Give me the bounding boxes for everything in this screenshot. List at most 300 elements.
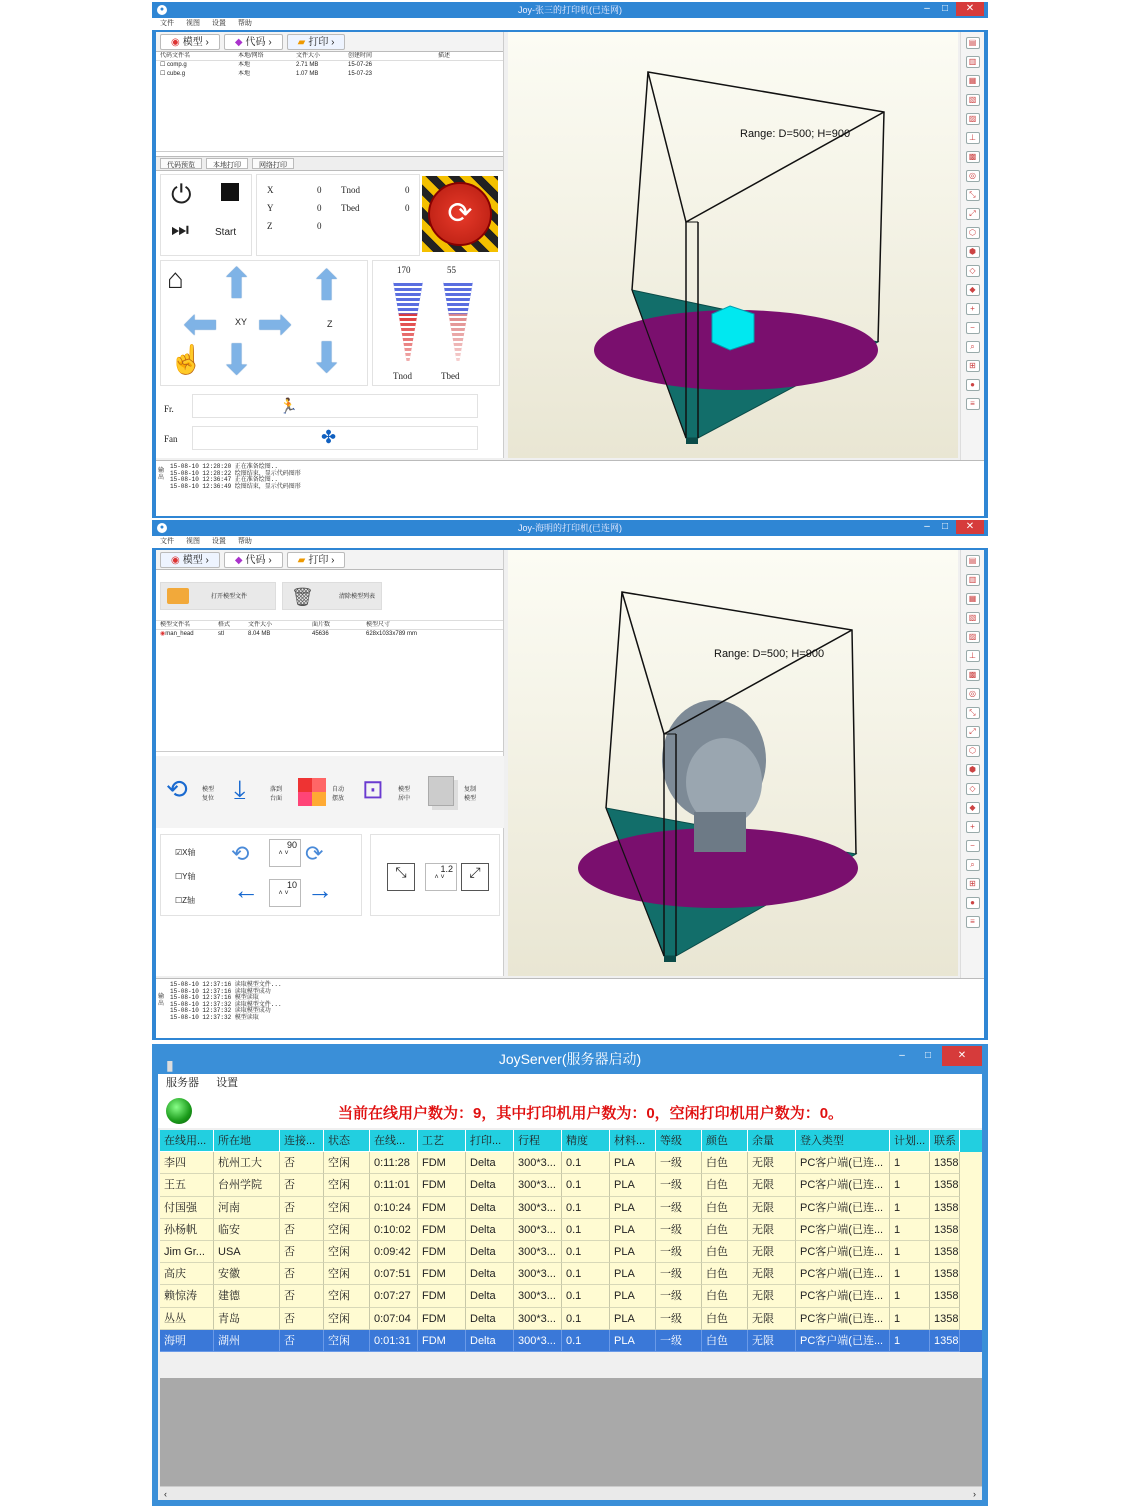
grid-cell: 否	[280, 1174, 324, 1196]
z-axis-label: Z	[327, 319, 333, 329]
color-icon[interactable]: ●	[966, 379, 980, 391]
grid-cell: 无限	[748, 1263, 796, 1285]
grid-cell: 0.1	[562, 1263, 610, 1285]
printer-model-view	[508, 32, 964, 458]
grid-cell: 空闲	[324, 1330, 370, 1352]
arrow-right-x-icon[interactable]: ➡	[257, 300, 293, 347]
scale-down-icon[interactable]: ⤡	[387, 863, 415, 891]
grid-cell: Delta	[466, 1308, 514, 1330]
model-file-icon: ◉	[160, 631, 166, 637]
grid-cell: 1358	[930, 1330, 960, 1352]
server-status-row	[158, 1092, 982, 1128]
open-folder-icon[interactable]: ▤	[966, 555, 980, 567]
x-axis-checkbox[interactable]: ☑X轴	[175, 848, 196, 857]
app-icon: ●	[157, 5, 167, 15]
grid-cell: 否	[280, 1330, 324, 1352]
tbed-temperature-bars	[443, 281, 473, 361]
save-icon[interactable]: ▥	[966, 574, 980, 586]
log-line: 15-08-10 12:37:32 读取模型文件...	[170, 1000, 282, 1008]
tab-strip	[156, 550, 503, 570]
grid-cell: 0.1	[562, 1152, 610, 1174]
bar-chart-icon[interactable]: ▧	[966, 612, 980, 624]
log-line: 15-08-10 12:37:32 读取模型成功	[170, 1007, 271, 1014]
grid-cell: 1358	[930, 1219, 960, 1241]
zoom-fit-icon[interactable]: ⌕	[966, 859, 980, 871]
grid-cell: 否	[280, 1241, 324, 1263]
zoom-out-icon[interactable]: −	[966, 322, 980, 334]
grid-cell: PC客户端(已连...	[796, 1197, 890, 1219]
log-output	[156, 460, 984, 516]
grid-cell: 一级	[656, 1197, 702, 1219]
menu-view[interactable]: 视图	[185, 538, 200, 545]
grid-cell: Delta	[466, 1197, 514, 1219]
table-row[interactable]	[160, 1285, 982, 1307]
log-line: 15-08-10 12:37:16 读取模型文件...	[170, 981, 282, 988]
grid-cell: 0:07:27	[370, 1285, 418, 1307]
log-line: 15-08-10 12:37:16 读取模型成功	[170, 987, 271, 995]
left-panel	[156, 550, 504, 976]
grid-header	[160, 1130, 982, 1152]
3d-viewport[interactable]	[508, 550, 958, 976]
grid-cell: 空闲	[324, 1241, 370, 1263]
stop-icon[interactable]	[221, 183, 239, 201]
grid-cell: 空闲	[324, 1219, 370, 1241]
model-icon: ◉	[171, 555, 180, 566]
estop-icon: ⟳	[428, 182, 492, 246]
column-header[interactable]: 在线...	[370, 1130, 418, 1152]
copy-icon	[428, 776, 454, 806]
grid-cell: 否	[280, 1263, 324, 1285]
start-button[interactable]: Start	[215, 227, 237, 238]
close-button[interactable]: ✕	[956, 2, 984, 16]
grid-cell: 1358	[930, 1263, 960, 1285]
column-header[interactable]: 打印...	[466, 1130, 514, 1152]
grid-cell: 白色	[702, 1197, 748, 1219]
grid-cell: 1358	[930, 1241, 960, 1263]
server-title: JoyServer(服务器启动)	[498, 1051, 642, 1067]
scale-down-icon[interactable]: ⤡	[966, 707, 980, 719]
column-header[interactable]: 联系	[930, 1130, 960, 1152]
grid-cell: 白色	[702, 1330, 748, 1352]
grid-cell: 杭州工大	[214, 1152, 280, 1174]
z-axis-checkbox[interactable]: ☐Z轴	[175, 896, 196, 905]
tbed-value: 0	[405, 203, 410, 213]
column-header[interactable]: 在线用...	[160, 1130, 214, 1152]
arrow-down-y-icon[interactable]: ⬇	[219, 336, 255, 383]
table-row[interactable]	[160, 1197, 982, 1219]
log-line: 15-08-10 12:37:32 模型读取	[170, 1013, 259, 1021]
file-name: comp.g	[167, 62, 187, 68]
z-value: 0	[317, 221, 322, 231]
temperature-box: 170 55 Tnod Tbed	[372, 260, 500, 386]
menu-view[interactable]: 视图	[185, 20, 200, 27]
client-area	[156, 550, 984, 1038]
grid-cell: 1	[890, 1263, 930, 1285]
online-users-message: 当前在线用户数为：9，其中打印机用户数为：0，空闲打印机用户数为：0。	[338, 1105, 844, 1122]
column-header[interactable]: 等级	[656, 1130, 702, 1152]
grid-cell: 否	[280, 1197, 324, 1219]
grid-cell: 300*3...	[514, 1308, 562, 1330]
arrow-down-z-icon[interactable]: ⬇	[309, 334, 345, 381]
grid-cell: 建德	[214, 1285, 280, 1307]
grid-cell: 1358	[930, 1285, 960, 1307]
grid-empty-area	[160, 1378, 982, 1486]
scroll-left-icon[interactable]: ‹	[164, 1489, 167, 1499]
rotate-right-icon[interactable]: ⟳	[305, 841, 324, 866]
grid-cell: PLA	[610, 1308, 656, 1330]
grid-cell: 湖州	[214, 1330, 280, 1352]
menu-file[interactable]: 文件	[160, 20, 174, 27]
home-icon[interactable]: ⌂	[167, 263, 184, 294]
center-icon[interactable]: ◎	[966, 688, 980, 700]
grid-cell: 空闲	[324, 1174, 370, 1196]
grid-cell: FDM	[418, 1263, 466, 1285]
xy-label: XY	[235, 317, 248, 327]
arrange-icon[interactable]: ▩	[966, 151, 980, 163]
log-line: 15-08-10 12:37:16 模型读取	[170, 994, 259, 1001]
cube-side-icon[interactable]: ◇	[966, 265, 980, 277]
grid-cell: 一级	[656, 1285, 702, 1307]
table-row[interactable]: ☐ cube.g 本地 1.07 MB 15-07-23	[160, 71, 373, 77]
menu-help[interactable]: 帮助	[237, 538, 252, 545]
maximize-button[interactable]: □	[941, 3, 949, 14]
horizontal-scrollbar[interactable]	[160, 1486, 982, 1500]
running-man-icon: 🏃	[279, 398, 298, 415]
table-row[interactable]	[160, 1263, 982, 1285]
tab-code[interactable]: ◆ 代码 ›	[224, 552, 283, 568]
grid-cell: Jim Gr...	[160, 1241, 214, 1263]
menu-bar	[152, 536, 988, 548]
x-value: 0	[317, 185, 322, 195]
grid-cell: Delta	[466, 1241, 514, 1263]
printer-window-1	[152, 2, 988, 518]
column-header[interactable]: 所在地	[214, 1130, 280, 1152]
3d-viewport[interactable]	[508, 32, 958, 458]
grid-cell: PLA	[610, 1152, 656, 1174]
client-area	[156, 32, 984, 516]
center-icon[interactable]: ◎	[966, 170, 980, 182]
drop-icon: ⤓	[234, 774, 246, 804]
arrow-up-z-icon[interactable]: ⬆	[309, 262, 345, 309]
window-title: Joy-海明的打印机(已连网)	[518, 523, 622, 533]
grid-cell: PC客户端(已连...	[796, 1152, 890, 1174]
clear-models-button[interactable]: 🗑 清除模型列表	[282, 582, 382, 610]
cube-top-icon[interactable]: ⬢	[966, 764, 980, 776]
menu-file[interactable]: 文件	[160, 538, 174, 545]
grid-cell: 否	[280, 1285, 324, 1307]
hand-icon[interactable]: ☝	[169, 344, 204, 375]
grid-cell: 台州学院	[214, 1174, 280, 1196]
grid-cell: 无限	[748, 1330, 796, 1352]
grid-cell: 1358	[930, 1308, 960, 1330]
grid-cell: PLA	[610, 1285, 656, 1307]
column-header[interactable]: 连接...	[280, 1130, 324, 1152]
view-toolbar	[960, 32, 984, 516]
grid-cell: 付国强	[160, 1197, 214, 1219]
grid-cell: 一级	[656, 1174, 702, 1196]
scale-down-icon[interactable]: ⤡	[966, 189, 980, 201]
auto-arrange-button[interactable]: 自动摆放	[296, 774, 352, 810]
reset-icon: ⟲	[166, 774, 188, 804]
coordinates-box: X 0 Tnod 0 Y 0 Tbed 0 Z 0	[256, 174, 420, 256]
log-output	[156, 978, 984, 1038]
stats-icon[interactable]: ▨	[966, 631, 980, 643]
cube-iso-icon[interactable]: ◆	[966, 284, 980, 296]
arrange-icon[interactable]: ▩	[966, 669, 980, 681]
view-toolbar	[960, 550, 984, 1038]
table-row[interactable]	[160, 1241, 982, 1263]
grid-cell: 空闲	[324, 1263, 370, 1285]
y-axis-checkbox[interactable]: ☐Y轴	[175, 872, 196, 881]
move-right-icon[interactable]: →	[307, 875, 333, 905]
transform-box	[160, 834, 362, 916]
column-header[interactable]: 材料...	[610, 1130, 656, 1152]
grid-cell: 海明	[160, 1330, 214, 1352]
drop-icon[interactable]: ⊥	[966, 132, 980, 144]
grid-cell: 否	[280, 1308, 324, 1330]
rotate-left-icon[interactable]: ⟲	[231, 841, 250, 866]
menu-server[interactable]: 服务器	[166, 1077, 199, 1089]
grid-cell: 1	[890, 1330, 930, 1352]
movement-box	[160, 260, 368, 386]
grid-cell: 赖惊涛	[160, 1285, 214, 1307]
grid-cell: 0.1	[562, 1241, 610, 1263]
column-header[interactable]: 余量	[748, 1130, 796, 1152]
table-row[interactable]	[160, 1152, 982, 1174]
scroll-right-icon[interactable]: ›	[973, 1489, 976, 1499]
status-led-icon	[166, 1098, 192, 1124]
zoom-out-icon[interactable]: −	[966, 840, 980, 852]
grid-cell: 白色	[702, 1285, 748, 1307]
cube-side-icon[interactable]: ◇	[966, 783, 980, 795]
code-icon: ◆	[234, 37, 243, 48]
grid-cell: PC客户端(已连...	[796, 1285, 890, 1307]
move-stepper[interactable]: 10 ˄ ˅	[269, 879, 301, 907]
grid-cell: 一级	[656, 1263, 702, 1285]
grid-cell: 300*3...	[514, 1330, 562, 1352]
maximize-button[interactable]: □	[941, 521, 949, 532]
minimize-button[interactable]: –	[924, 3, 930, 14]
grid-icon[interactable]: ⊞	[966, 878, 980, 890]
column-header[interactable]: 登入类型	[796, 1130, 890, 1152]
open-folder-icon[interactable]: ▤	[966, 37, 980, 49]
grid-cell: 0:01:31	[370, 1330, 418, 1352]
grid-cell: PC客户端(已连...	[796, 1174, 890, 1196]
column-header[interactable]: 计划...	[890, 1130, 930, 1152]
file-name: cube.g	[167, 71, 186, 77]
arrange-icon	[298, 778, 326, 806]
table-row[interactable]	[160, 1308, 982, 1330]
grid-cell: Delta	[466, 1219, 514, 1241]
grid-cell: 一级	[656, 1308, 702, 1330]
grid-cell: 1358	[930, 1174, 960, 1196]
minimize-button[interactable]: –	[924, 521, 930, 532]
model-icon: ◉	[171, 37, 180, 48]
zoom-fit-icon[interactable]: ⌕	[966, 341, 980, 353]
minimize-button[interactable]: –	[899, 1050, 905, 1061]
table-row[interactable]: ◉man_head stl 8.04 MB 45636 628x1033x789 mm	[160, 631, 418, 637]
scale-up-icon[interactable]: ⤢	[966, 208, 980, 220]
zoom-in-icon[interactable]: +	[966, 303, 980, 315]
cube-top-icon[interactable]: ⬢	[966, 246, 980, 258]
grid-cell: 0:07:04	[370, 1308, 418, 1330]
color-icon[interactable]: ●	[966, 897, 980, 909]
column-header[interactable]: 行程	[514, 1130, 562, 1152]
center-model-button[interactable]: ⊡ 模型居中	[362, 774, 411, 804]
cube-front-icon[interactable]: ⬡	[966, 227, 980, 239]
grid-cell: 无限	[748, 1174, 796, 1196]
grid-cell: 1	[890, 1152, 930, 1174]
grid-cell: 无限	[748, 1308, 796, 1330]
window-title: Joy-张三的打印机(已连网)	[518, 5, 622, 15]
grid-cell: 无限	[748, 1241, 796, 1263]
bar-chart-icon[interactable]: ▧	[966, 94, 980, 106]
scale-box	[370, 834, 500, 916]
grid-cell: USA	[214, 1241, 280, 1263]
layers-icon[interactable]: ≡	[966, 398, 980, 410]
maximize-button[interactable]: □	[924, 1050, 932, 1061]
tab-print[interactable]: ▰ 打印 ›	[287, 34, 346, 50]
tnod-value: 0	[405, 185, 410, 195]
chart-icon[interactable]: ▦	[966, 593, 980, 605]
close-button[interactable]: ✕	[942, 1046, 982, 1066]
grid-cell: PLA	[610, 1241, 656, 1263]
grid-cell: FDM	[418, 1241, 466, 1263]
cube-iso-icon[interactable]: ◆	[966, 802, 980, 814]
grid-cell: 1	[890, 1174, 930, 1196]
menu-settings[interactable]: 设置	[211, 20, 226, 27]
layers-icon[interactable]: ≡	[966, 916, 980, 928]
menu-help[interactable]: 帮助	[237, 20, 252, 27]
table-row[interactable]	[160, 1174, 982, 1196]
open-model-button[interactable]: 打开模型文件	[160, 582, 276, 610]
drop-icon[interactable]: ⊥	[966, 650, 980, 662]
grid-cell: FDM	[418, 1152, 466, 1174]
scale-stepper[interactable]: 1.2 ˄ ˅	[425, 863, 457, 891]
menu-settings[interactable]: 设置	[211, 538, 226, 545]
grid-cell: 无限	[748, 1285, 796, 1307]
code-icon: ◆	[234, 555, 243, 566]
cube-front-icon[interactable]: ⬡	[966, 745, 980, 757]
grid-cell: 0.1	[562, 1197, 610, 1219]
grid-cell: Delta	[466, 1263, 514, 1285]
range-label: Range: D=500; H=900	[714, 648, 825, 660]
grid-cell: 300*3...	[514, 1152, 562, 1174]
tab-model[interactable]: ◉ 模型 ›	[160, 552, 220, 568]
close-button[interactable]: ✕	[956, 520, 984, 534]
table-header: 模型文件名 格式 文件大小 面片数 模型尺寸	[156, 621, 503, 630]
arrow-left-x-icon[interactable]: ⬅	[183, 300, 219, 347]
menu-server-settings[interactable]: 设置	[216, 1077, 239, 1089]
grid-cell: 1	[890, 1241, 930, 1263]
grid-cell: Delta	[466, 1152, 514, 1174]
grid-cell: 0.1	[562, 1285, 610, 1307]
grid-cell: FDM	[418, 1197, 466, 1219]
title-bar	[152, 2, 988, 18]
server-title-bar	[152, 1044, 988, 1074]
reset-model-button[interactable]: ⟲ 模型复位	[166, 774, 215, 804]
grid-cell: 1	[890, 1197, 930, 1219]
grid-cell: 300*3...	[514, 1263, 562, 1285]
grid-cell: 丛丛	[160, 1308, 214, 1330]
grid-cell: 王五	[160, 1174, 214, 1196]
grid-cell: 无限	[748, 1197, 796, 1219]
log-side-label: 输出	[158, 467, 165, 481]
fan-slider[interactable]	[192, 426, 478, 450]
rotate-stepper[interactable]: 90 ˄ ˅	[269, 839, 301, 867]
table-row[interactable]	[160, 1219, 982, 1241]
tab-print[interactable]: ▰ 打印 ›	[287, 552, 346, 568]
grid-cell: 白色	[702, 1241, 748, 1263]
drop-to-bed-button[interactable]: ⤓ 落到台面	[234, 774, 283, 804]
trash-icon: 🗑	[291, 587, 314, 607]
server-menu-bar	[158, 1074, 982, 1092]
column-header[interactable]: 工艺	[418, 1130, 466, 1152]
grid-cell: 300*3...	[514, 1174, 562, 1196]
power-icon[interactable]: ⏻	[171, 179, 192, 209]
tab-code[interactable]: ◆ 代码 ›	[224, 34, 283, 50]
grid-cell: 空闲	[324, 1308, 370, 1330]
subtab-code-preview[interactable]: 代码预览	[160, 158, 202, 169]
arrow-up-y-icon[interactable]: ⬆	[219, 260, 255, 307]
users-grid	[160, 1130, 982, 1356]
grid-cell: 白色	[702, 1308, 748, 1330]
code-file-table	[156, 52, 503, 152]
log-line: 15-08-10 12:28:22 绘图结束，显示代码图形	[170, 469, 301, 477]
column-header[interactable]: 精度	[562, 1130, 610, 1152]
grid-cell: FDM	[418, 1174, 466, 1196]
grid-cell: FDM	[418, 1219, 466, 1241]
grid-cell: 0.1	[562, 1308, 610, 1330]
zoom-in-icon[interactable]: +	[966, 821, 980, 833]
grid-cell: 空闲	[324, 1285, 370, 1307]
scale-up-icon[interactable]: ⤢	[966, 726, 980, 738]
tbed-target: 55	[447, 265, 456, 275]
table-header: 代码文件名 本地/网络 文件大小 创建时间 描述	[156, 52, 503, 61]
grid-cell: PC客户端(已连...	[796, 1241, 890, 1263]
copy-model-button[interactable]: 复制模型	[426, 774, 486, 810]
grid-cell: 青岛	[214, 1308, 280, 1330]
feedrate-slider[interactable]	[192, 394, 478, 418]
move-left-icon[interactable]: ←	[233, 875, 259, 905]
grid-cell: FDM	[418, 1330, 466, 1352]
column-header[interactable]: 状态	[324, 1130, 370, 1152]
subtab-network-print[interactable]: 网络打印	[252, 158, 294, 169]
grid-cell: 白色	[702, 1152, 748, 1174]
grid-cell: 白色	[702, 1174, 748, 1196]
chart-icon[interactable]: ▦	[966, 75, 980, 87]
tnod-temperature-bars	[393, 281, 423, 361]
save-icon[interactable]: ▥	[966, 56, 980, 68]
tnod-target: 170	[397, 265, 411, 275]
grid-cell: 1358	[930, 1197, 960, 1219]
grid-cell: 0:10:24	[370, 1197, 418, 1219]
table-row[interactable]: ☐ comp.g 本地 2.71 MB 15-07-26	[160, 62, 373, 68]
table-row[interactable]	[160, 1330, 982, 1352]
scale-up-icon[interactable]: ⤢	[461, 863, 489, 891]
print-icon: ▰	[297, 555, 306, 566]
grid-icon[interactable]: ⊞	[966, 360, 980, 372]
server-client-area	[158, 1074, 982, 1500]
subtab-local-print[interactable]: 本地打印	[206, 158, 248, 169]
column-header[interactable]: 颜色	[702, 1130, 748, 1152]
grid-cell: 0.1	[562, 1174, 610, 1196]
pause-play-icon[interactable]: ⏭	[171, 219, 189, 241]
tab-model[interactable]: ◉ 模型 ›	[160, 34, 220, 50]
emergency-stop-button[interactable]	[422, 176, 498, 252]
grid-cell: PC客户端(已连...	[796, 1219, 890, 1241]
stats-icon[interactable]: ▨	[966, 113, 980, 125]
